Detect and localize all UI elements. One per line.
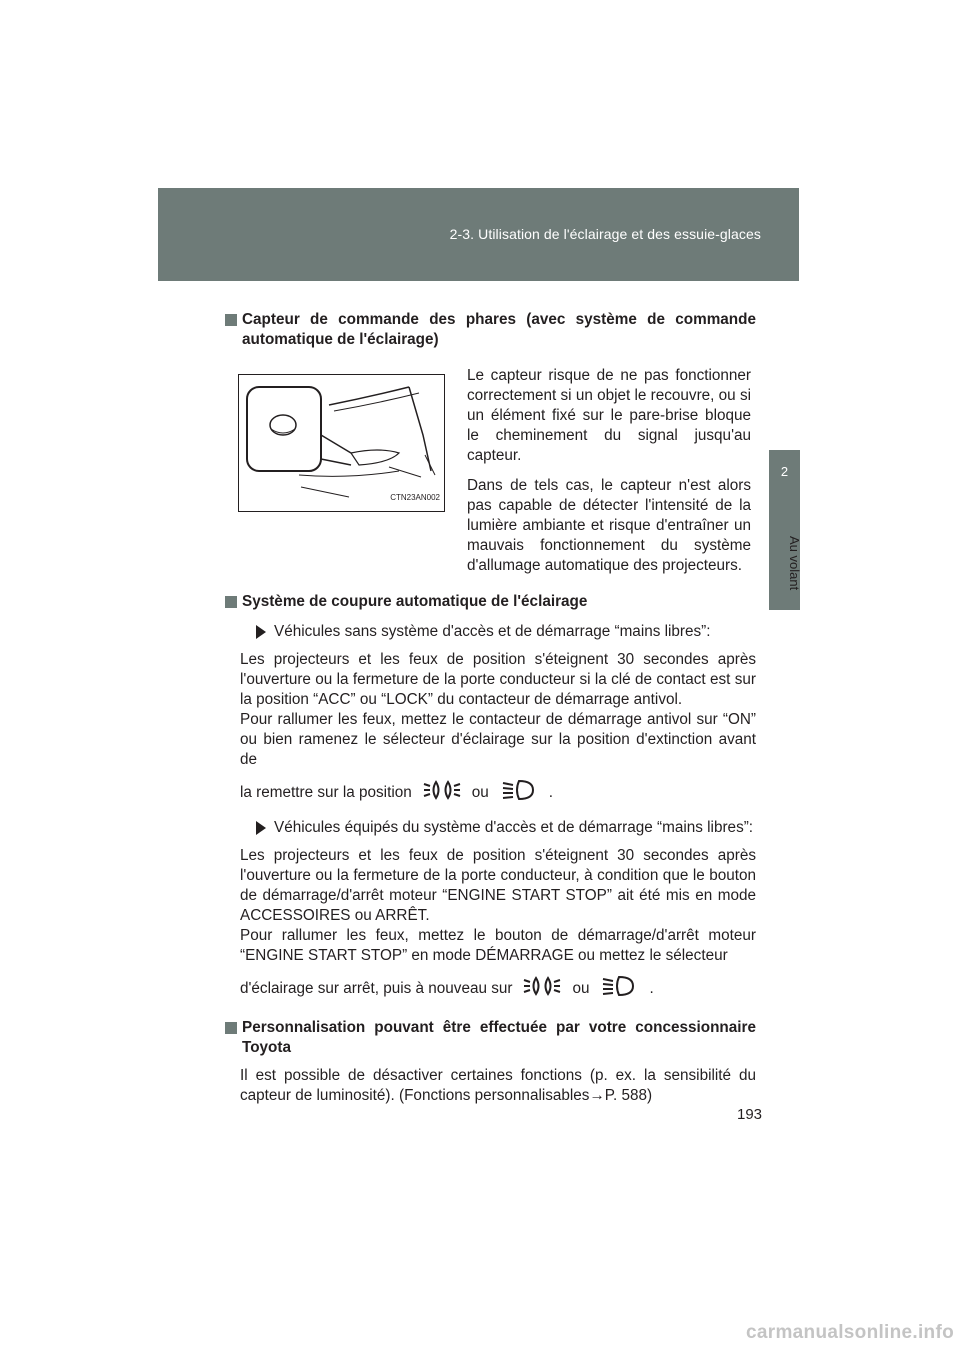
text: ou (471, 784, 489, 801)
headlights-icon (599, 974, 639, 1004)
tail-lights-icon (422, 778, 462, 808)
sub-item (256, 622, 756, 642)
paragraph: Pour rallumer les feux, mettez le bouton de démarrage/d'arrêt moteur “ENGINE START STOP” en mode DÉMARRAGE ou mettez le sélecteur (240, 927, 756, 964)
text: . (548, 784, 554, 801)
watermark: carmanualsonline.info (746, 1322, 954, 1343)
icon-line (240, 778, 756, 808)
text: ou (572, 980, 590, 997)
paragraph: Pour rallumer les feux, mettez le contacteur de démarrage antivol sur “ON” ou bien ramenez le sélecteur d'éclairage sur la position d'extinction avant de (240, 711, 756, 768)
header-band (158, 188, 799, 281)
tail-lights-icon (522, 974, 562, 1004)
page-content (222, 310, 756, 1106)
paragraph: Le capteur risque de ne pas fonctionner correctement si un objet le recouvre, ou si un élément fixé sur le pare-brise bloque le cheminement du signal jusqu'au capteur. (467, 367, 751, 464)
icon-line (240, 974, 756, 1004)
sub-item-text: Véhicules sans système d'accès et de démarrage “mains libres”: (274, 623, 711, 640)
page-number: 193 (737, 1106, 763, 1123)
paragraph: Il est possible de désactiver certaines fonctions (p. ex. la sensibilité du capteur de luminosité). (Fonctions personnalisables→P. 588) (240, 1067, 756, 1104)
text: . (649, 980, 654, 997)
chapter-number: 2 (780, 464, 789, 479)
figure-row (238, 366, 756, 586)
text: d'éclairage sur arrêt, puis à nouveau sur (240, 980, 513, 997)
sensor-illustration (238, 374, 445, 512)
headlights-icon (499, 778, 539, 808)
figure-code: CTN23AN002 (390, 493, 440, 502)
paragraph: Les projecteurs et les feux de position s'éteignent 30 secondes après l'ouverture ou la fermeture de la porte conducteur si la clé de contact est sur la position “ACC” ou “LOCK” du contacteur de démarrage antivol. (240, 651, 756, 708)
heading-text: Capteur de commande des phares (avec système de commande automatique de l'éclairage) (242, 311, 756, 348)
section-heading-auto-off (222, 592, 756, 612)
bullet-square-icon (225, 1022, 237, 1034)
paragraph: Les projecteurs et les feux de position s'éteignent 30 secondes après l'ouverture ou la fermeture de la porte conducteur, à condition que le bouton de démarrage/d'arrêt moteur “ENGINE START STOP” ait été mis en mode ACCESSOIRES ou ARRÊT. (240, 847, 756, 924)
section-heading-sensor (222, 310, 756, 350)
text: la remettre sur la position (240, 784, 412, 801)
chapter-label: Au volant (787, 536, 802, 591)
bullet-square-icon (225, 596, 237, 608)
bullet-square-icon (225, 314, 237, 326)
sensor-text (467, 366, 751, 586)
arrow-bullet-icon (256, 821, 266, 835)
chapter-title: 2-3. Utilisation de l'éclairage et des essuie-glaces (449, 226, 761, 242)
arrow-bullet-icon (256, 625, 266, 639)
sub-item-text: Véhicules équipés du système d'accès et de démarrage “mains libres”: (274, 819, 754, 836)
heading-text: Système de coupure automatique de l'éclairage (242, 593, 588, 610)
paragraph: Dans de tels cas, le capteur n'est alors pas capable de détecter l'intensité de la lumière ambiante et risque d'entraîner un mauvais fonctionnement du système d'allumage automatique des projecteurs. (467, 477, 751, 574)
sub-item (256, 818, 756, 838)
heading-text: Personnalisation pouvant être effectuée par votre concessionnaire Toyota (242, 1019, 756, 1056)
section-heading-customization (222, 1018, 756, 1058)
